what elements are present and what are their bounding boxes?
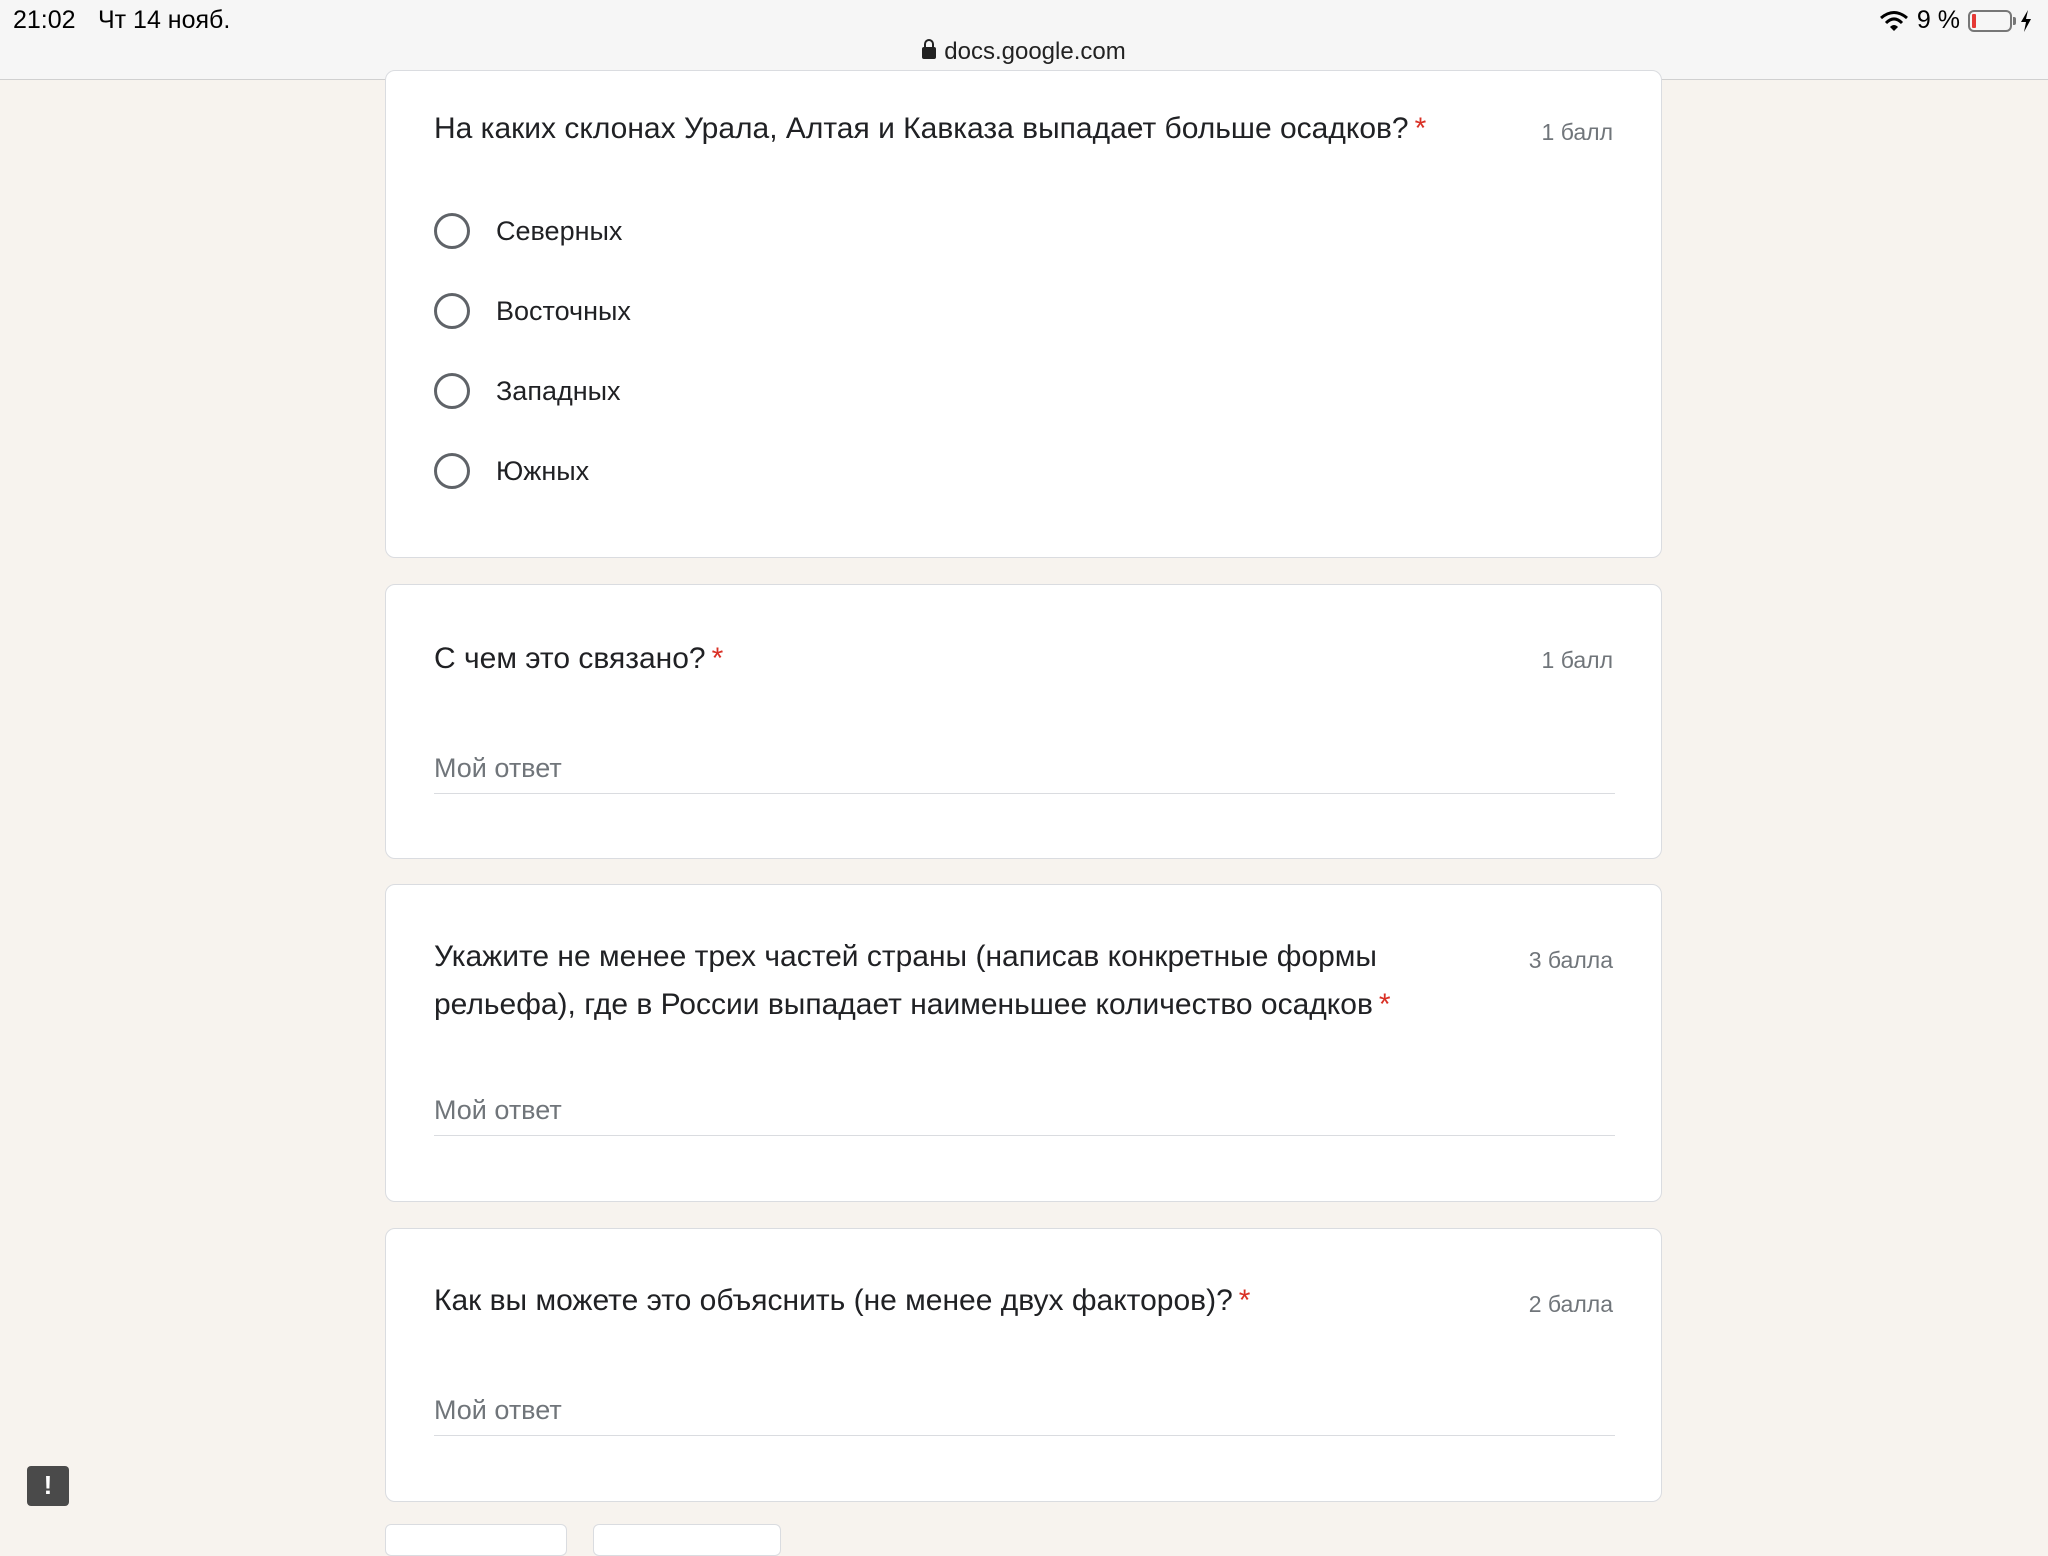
status-indicators [1879, 6, 2032, 35]
status-date: Чт 14 нояб. [98, 6, 231, 34]
browser-top-bar [0, 0, 2048, 80]
required-asterisk: * [1414, 112, 1427, 145]
wifi-icon [1879, 9, 1909, 33]
question-card-3 [385, 884, 1662, 1202]
option-label: Западных [496, 375, 621, 406]
battery-icon [1968, 10, 2012, 32]
status-time: 21:02 [13, 6, 76, 34]
question-card-4 [385, 1228, 1662, 1502]
points-label: 1 балл [1541, 119, 1613, 145]
points-label: 2 балла [1528, 1291, 1613, 1317]
address-bar[interactable] [0, 38, 2048, 66]
option-label: Южных [496, 455, 590, 486]
required-asterisk: * [711, 642, 724, 675]
required-asterisk: * [1378, 988, 1391, 1021]
question-title: С чем это связано? * [434, 642, 724, 675]
points-label: 1 балл [1541, 647, 1613, 673]
charging-bolt-icon [2020, 10, 2032, 32]
answer-input[interactable] [434, 1385, 1615, 1436]
radio-button[interactable] [434, 373, 470, 409]
question-title: На каких склонах Урала, Алтая и Кавказа выпадает больше осадков? * [434, 112, 1427, 145]
option-label: Северных [496, 215, 623, 246]
bottom-button-next[interactable] [593, 1524, 781, 1556]
option-label: Восточных [496, 295, 631, 326]
question-card-1 [385, 70, 1662, 558]
question-title: Укажите не менее трех частей страны (написав конкретные формы рельефа), где в России выпадает наименьшее количество осадков * [434, 940, 1391, 1021]
lock-icon [922, 47, 936, 59]
radio-option-west[interactable] [434, 369, 621, 413]
radio-button[interactable] [434, 213, 470, 249]
question-card-2 [385, 584, 1662, 859]
bottom-button-back[interactable] [385, 1524, 567, 1556]
answer-input[interactable] [434, 1085, 1615, 1136]
radio-option-east[interactable] [434, 289, 631, 333]
report-feedback-button[interactable] [27, 1466, 69, 1506]
exclamation-icon: ! [43, 1470, 53, 1500]
radio-button[interactable] [434, 453, 470, 489]
radio-button[interactable] [434, 293, 470, 329]
points-label: 3 балла [1528, 947, 1613, 973]
answer-input[interactable] [434, 743, 1615, 794]
question-title: Как вы можете это объяснить (не менее двух факторов)? * [434, 1284, 1251, 1317]
radio-option-north[interactable] [434, 209, 622, 253]
battery-percent: 9 % [1916, 6, 1960, 34]
url-text: docs.google.com [944, 38, 1126, 65]
required-asterisk: * [1238, 1284, 1251, 1317]
radio-option-south[interactable] [434, 449, 589, 493]
